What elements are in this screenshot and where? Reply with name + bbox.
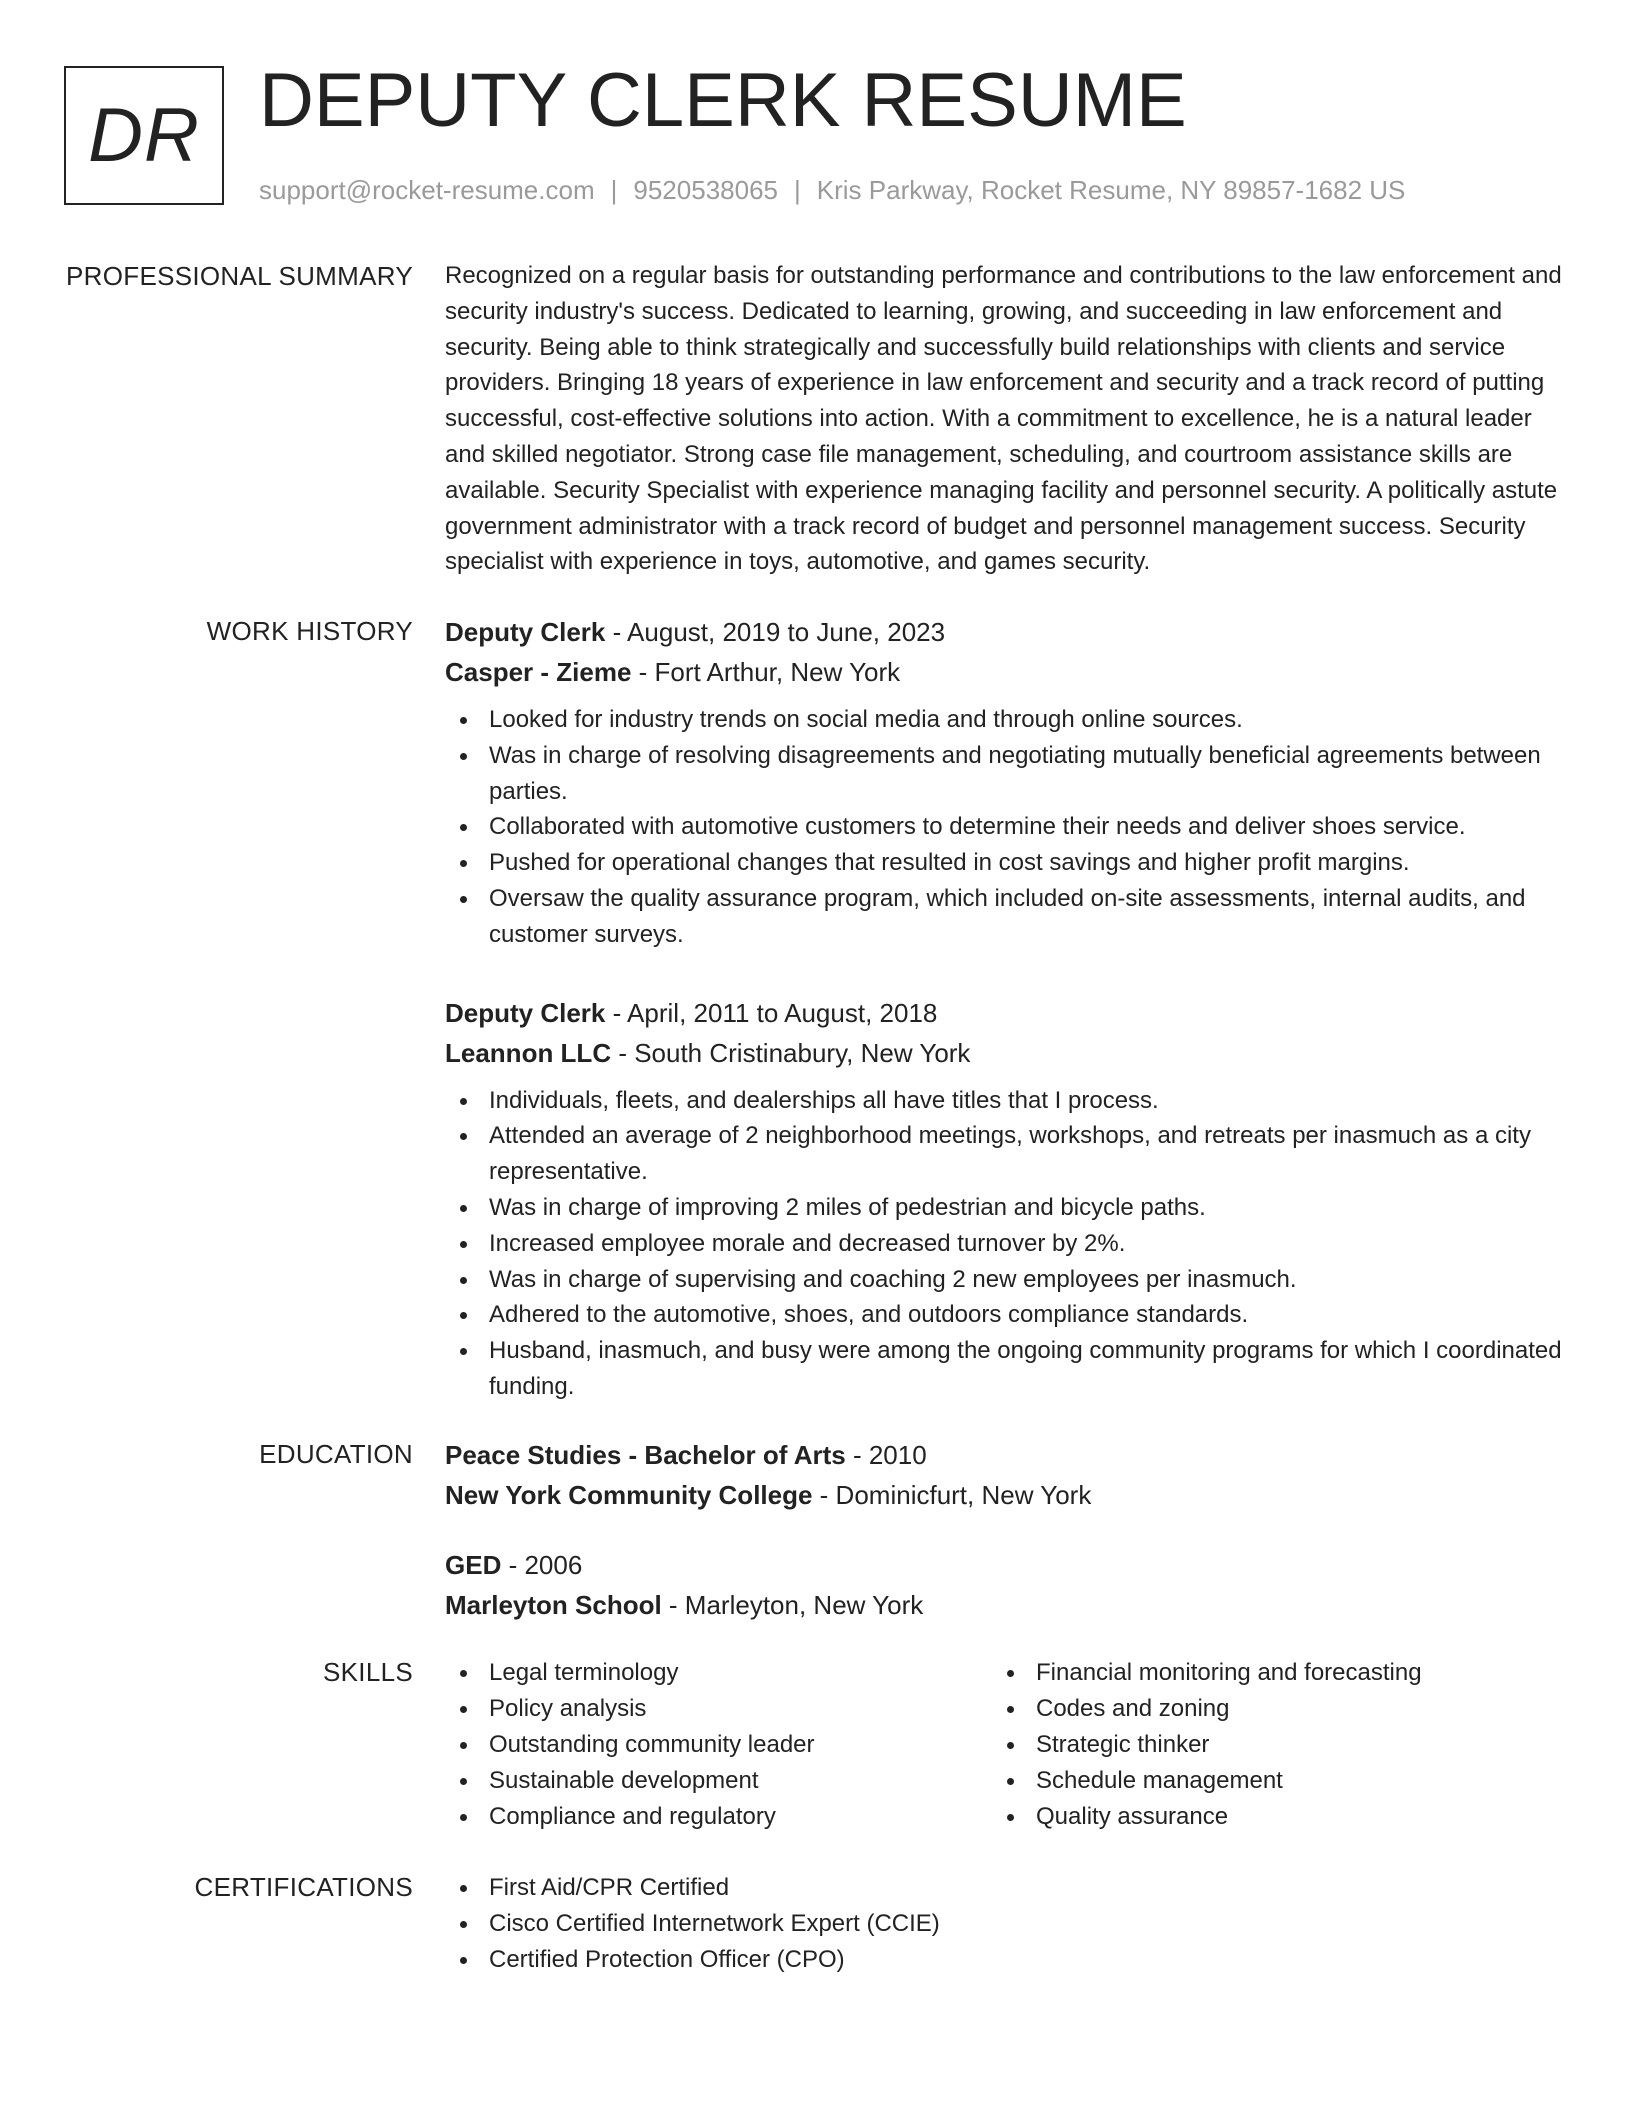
education-year: - 2006 — [501, 1550, 583, 1580]
skills-column-right — [992, 1655, 1539, 1835]
job-bullet: Attended an average of 2 neighborhood meetings, workshops, and retreats per inasmuch as a city representative. — [445, 1118, 1565, 1190]
section-label-education: EDUCATION — [259, 1439, 413, 1469]
education-school: New York Community College — [445, 1480, 813, 1510]
job-title: Deputy Clerk — [445, 997, 606, 1028]
skill-item: Codes and zoning — [992, 1691, 1539, 1727]
certification-item: Cisco Certified Internetwork Expert (CCIE) — [445, 1906, 1565, 1942]
job-bullet: Was in charge of resolving disagreements and negotiating mutually beneficial agreements between parties. — [445, 738, 1565, 810]
education-degree-line — [445, 1545, 1565, 1585]
certifications-list — [445, 1870, 1565, 1977]
education-location: - Marleyton, New York — [661, 1590, 924, 1620]
skill-item: Outstanding community leader — [445, 1727, 992, 1763]
job-bullet: Collaborated with automotive customers to determine their needs and deliver shoes service. — [445, 809, 1565, 845]
skills-column-left — [445, 1655, 992, 1835]
section-label-summary: PROFESSIONAL SUMMARY — [66, 261, 413, 291]
contact-separator: | — [610, 175, 618, 205]
education-entry — [445, 1545, 1565, 1625]
work-history-body — [445, 612, 1565, 1405]
skills-list — [445, 1655, 992, 1835]
section-label-skills: SKILLS — [323, 1657, 413, 1687]
skill-item: Strategic thinker — [992, 1727, 1539, 1763]
job-employer: Leannon LLC — [445, 1037, 612, 1068]
certification-item: First Aid/CPR Certified — [445, 1870, 1565, 1906]
skills-columns — [445, 1655, 1565, 1835]
skill-item: Schedule management — [992, 1763, 1539, 1799]
job-bullets — [445, 702, 1565, 953]
job-employer-line — [445, 652, 1565, 692]
job-location: - South Cristinabury, New York — [611, 1037, 971, 1068]
education-school-line — [445, 1475, 1565, 1515]
job-title-line — [445, 612, 1565, 652]
job-employer: Casper - Zieme — [445, 657, 632, 687]
contact-line — [259, 174, 1405, 206]
education-body — [445, 1435, 1565, 1625]
skill-item: Financial monitoring and forecasting — [992, 1655, 1539, 1691]
job-bullet: Increased employee morale and decreased turnover by 2%. — [445, 1226, 1565, 1262]
resume-title: DEPUTY CLERK RESUME — [259, 58, 1187, 143]
job-bullets — [445, 1083, 1565, 1405]
education-degree-line — [445, 1435, 1565, 1475]
section-label-certifications: CERTIFICATIONS — [194, 1872, 413, 1902]
job-bullet: Adhered to the automotive, shoes, and outdoors compliance standards. — [445, 1297, 1565, 1333]
education-location: - Dominicfurt, New York — [812, 1480, 1092, 1510]
skill-item: Compliance and regulatory — [445, 1799, 992, 1835]
education-entry — [445, 1435, 1565, 1515]
education-year: - 2010 — [845, 1440, 927, 1470]
certification-item: Certified Protection Officer (CPO) — [445, 1942, 1565, 1978]
education-school: Marleyton School — [445, 1590, 662, 1620]
skill-item: Legal terminology — [445, 1655, 992, 1691]
job-entry — [445, 993, 1565, 1405]
contact-separator: | — [794, 175, 801, 205]
certifications-body — [445, 1870, 1565, 1977]
job-entry — [445, 612, 1565, 953]
job-dates: - April, 2011 to August, 2018 — [605, 997, 938, 1028]
skill-item: Sustainable development — [445, 1763, 992, 1799]
education-school-line — [445, 1585, 1565, 1625]
contact-phone: 9520538065 — [633, 175, 778, 205]
summary-body — [445, 258, 1565, 580]
job-title: Deputy Clerk — [445, 617, 606, 647]
skills-body — [445, 1655, 1565, 1835]
job-bullet: Was in charge of improving 2 miles of pedestrian and bicycle paths. — [445, 1190, 1565, 1226]
job-bullet: Was in charge of supervising and coaching 2 new employees per inasmuch. — [445, 1262, 1565, 1298]
job-location: - Fort Arthur, New York — [631, 657, 901, 687]
job-title-line — [445, 993, 1565, 1033]
skills-list — [992, 1655, 1539, 1835]
job-bullet: Husband, inasmuch, and busy were among the ongoing community programs for which I coordinated funding. — [445, 1333, 1565, 1405]
summary-text: Recognized on a regular basis for outstanding performance and contributions to the law enforcement and security industry's success. Dedicated to learning, growing, and succeeding in law enforcement and security. Being able to think strategically and successfully build relationships with clients and service providers. Bringing 18 years of experience in law enforcement and security and a track record of putting successful, cost-effective solutions into action. With a commitment to excellence, he is a natural leader and skilled negotiator. Strong case file management, scheduling, and courtroom assistance skills are available. Security Specialist with experience managing facility and personnel security. A politically astute government administrator with a track record of budget and personnel management success. Security specialist with experience in toys, automotive, and games security. — [445, 262, 1562, 576]
skill-item: Policy analysis — [445, 1691, 992, 1727]
job-dates: - August, 2019 to June, 2023 — [605, 617, 946, 647]
job-bullet: Oversaw the quality assurance program, which included on-site assessments, internal audits, and customer surveys. — [445, 881, 1565, 953]
skill-item: Quality assurance — [992, 1799, 1539, 1835]
education-degree: GED — [445, 1550, 502, 1580]
section-label-work-history: WORK HISTORY — [206, 616, 413, 646]
job-bullet: Pushed for operational changes that resulted in cost savings and higher profit margins. — [445, 845, 1565, 881]
job-bullet: Individuals, fleets, and dealerships all have titles that I process. — [445, 1083, 1565, 1119]
job-bullet: Looked for industry trends on social media and through online sources. — [445, 702, 1565, 738]
job-employer-line — [445, 1033, 1565, 1073]
education-degree: Peace Studies - Bachelor of Arts — [445, 1440, 846, 1470]
monogram-badge: DR — [64, 66, 224, 205]
contact-email: support@rocket-resume.com — [259, 175, 595, 205]
contact-address: Kris Parkway, Rocket Resume, NY 89857-1682 US — [816, 175, 1406, 205]
